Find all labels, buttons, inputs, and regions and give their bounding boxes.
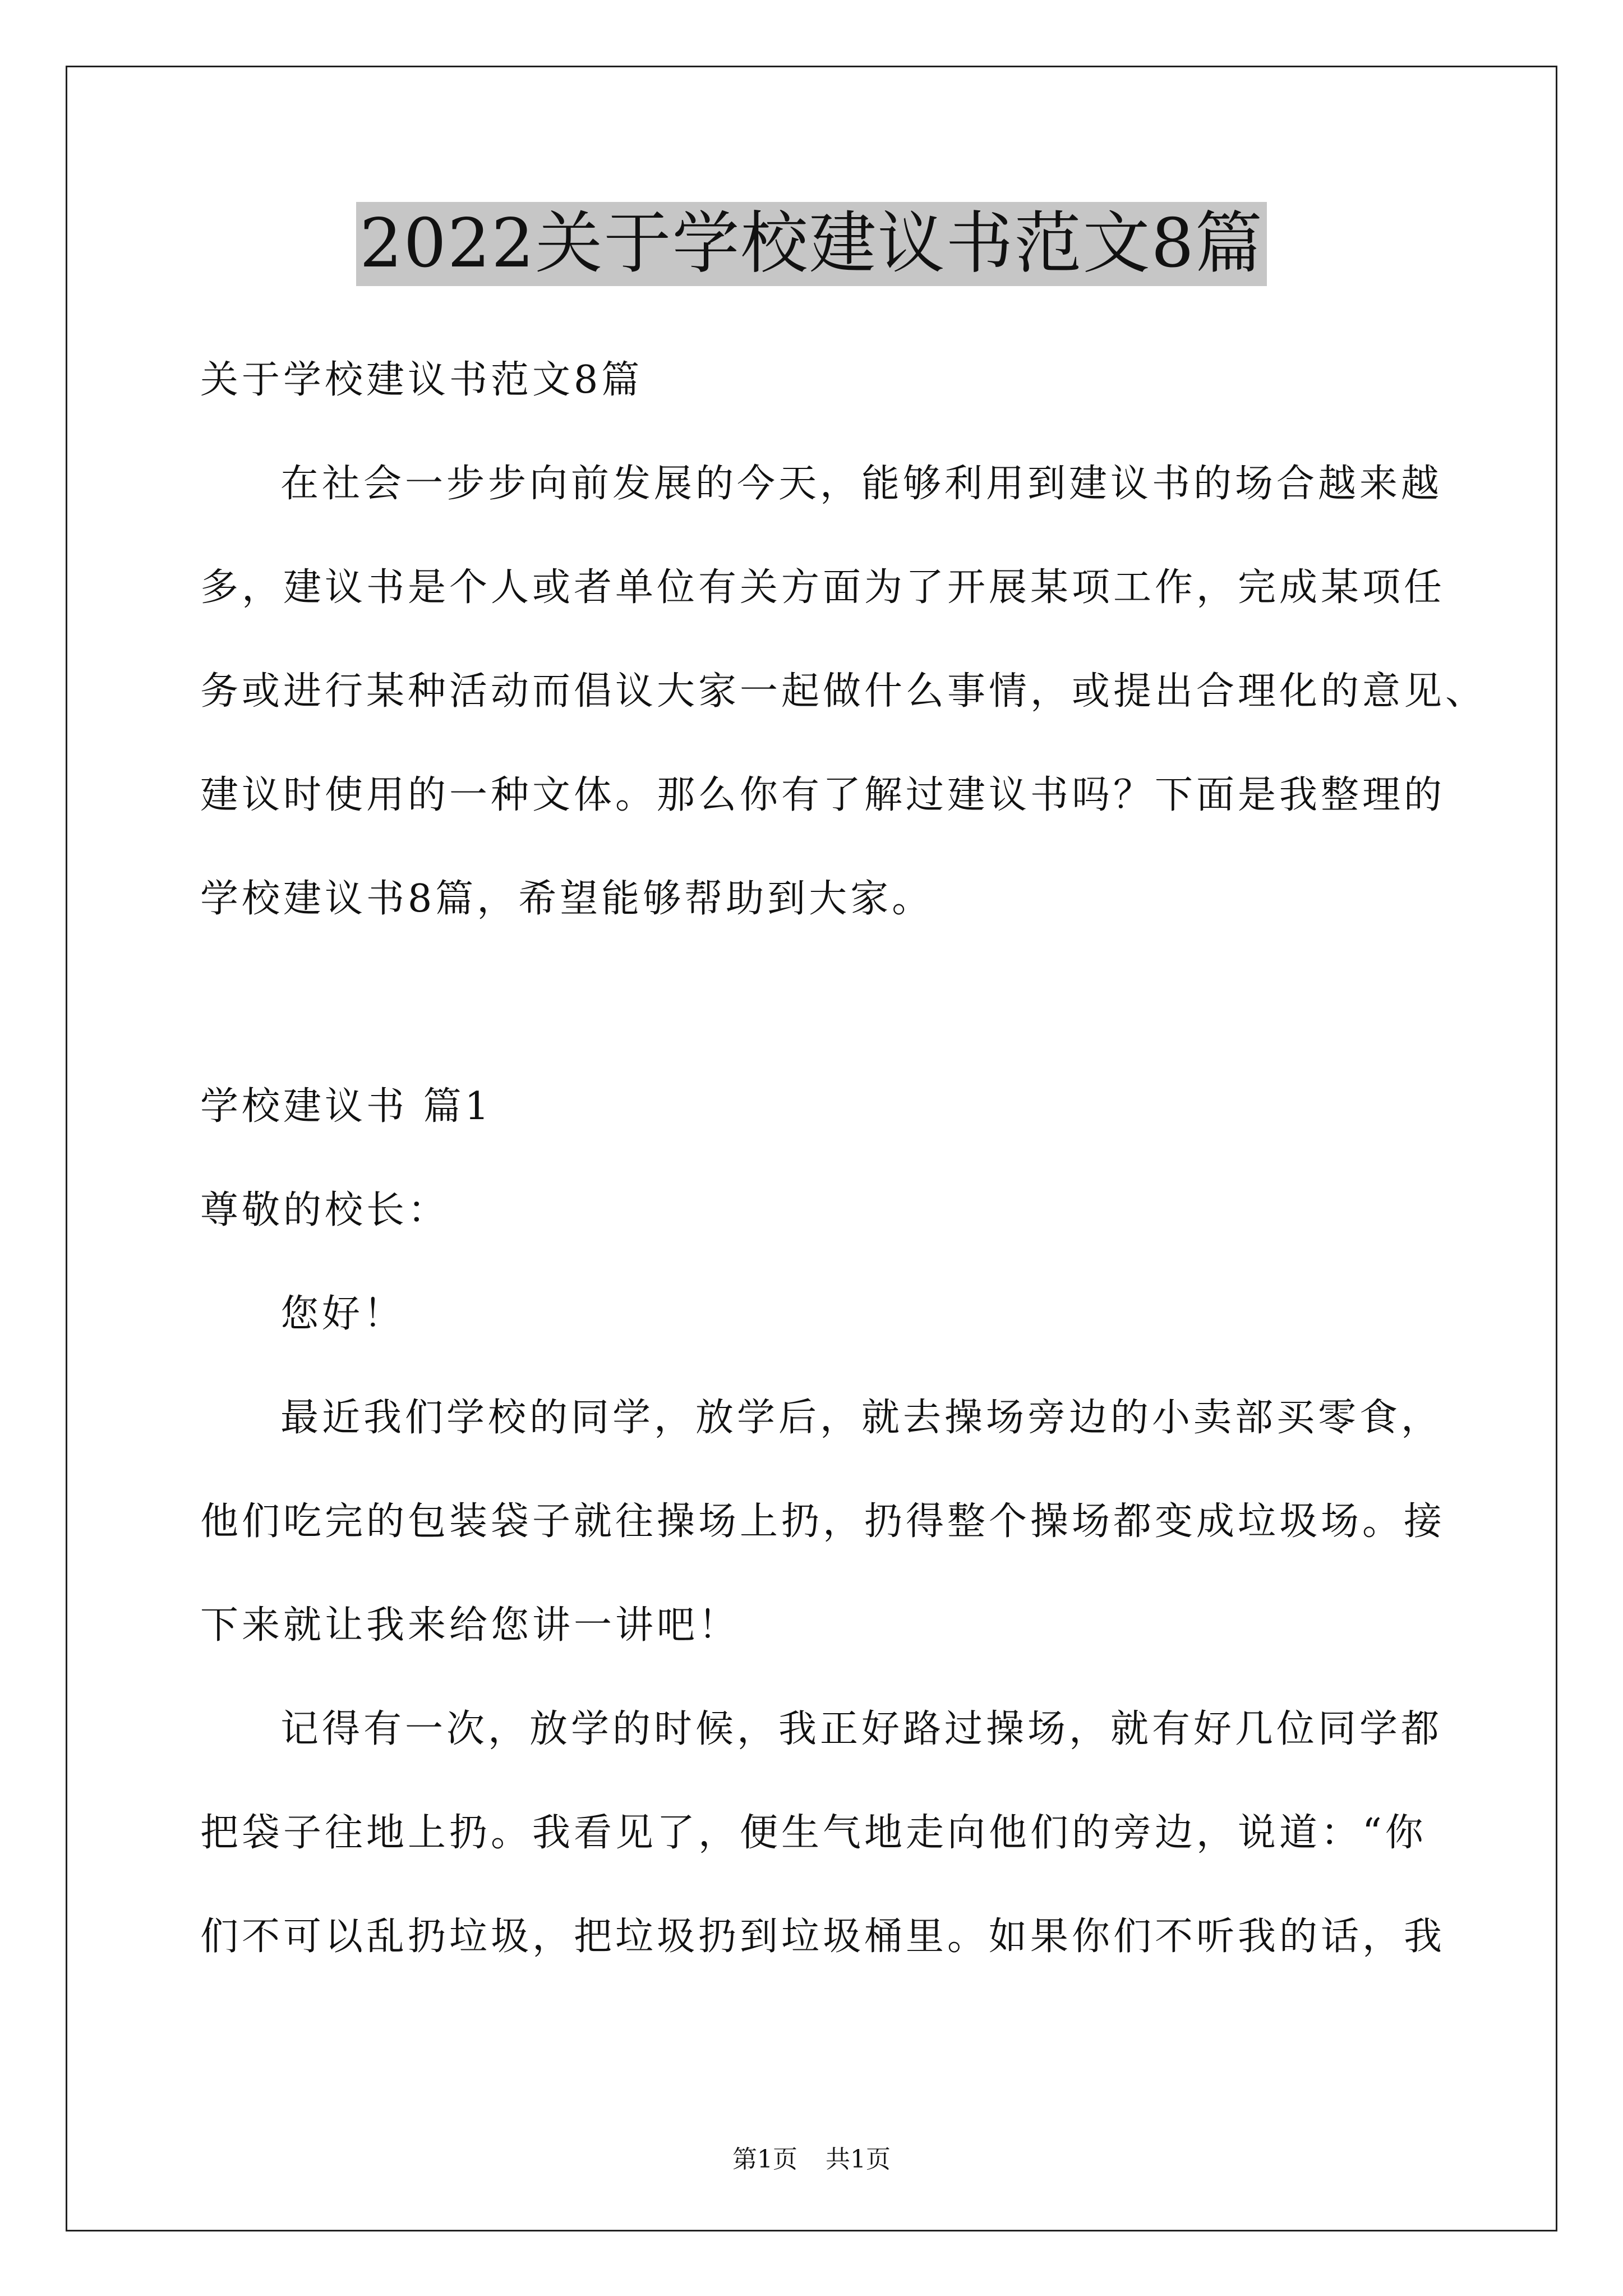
greeting: 您好！ [280,1292,405,1336]
paragraph-line: 下来就让我来给您讲一讲吧！ [200,1603,740,1648]
title-container [0,202,1623,286]
paragraph-line: 把袋子往地上扔。我看见了，便生气地走向他们的旁边，说道：“你 [200,1811,1427,1855]
salutation: 尊敬的校长： [200,1188,450,1232]
intro-line: 学校建议书8篇，希望能够帮助到大家。 [200,877,934,921]
intro-line: 建议时使用的一种文体。那么你有了解过建议书吗？下面是我整理的 [200,773,1446,817]
page-total: 共1页 [826,2145,891,2174]
document-title: 2022关于学校建议书范文8篇 [356,202,1267,286]
paragraph-line: 他们吃完的包装袋子就往操场上扔，扔得整个操场都变成垃圾场。接 [200,1499,1446,1544]
intro-line: 在社会一步步向前发展的今天，能够利用到建议书的场合越来越 [280,462,1443,506]
document-subtitle: 关于学校建议书范文8篇 [200,358,643,402]
page-current: 第1页 [732,2145,797,2174]
paragraph-line: 们不可以乱扔垃圾，把垃圾扔到垃圾桶里。如果你们不听我的话，我 [200,1915,1446,1959]
paragraph-line: 记得有一次，放学的时候，我正好路过操场，就有好几位同学都 [280,1707,1443,1751]
section-heading: 学校建议书 篇1 [200,1084,492,1129]
page-footer [0,2143,1623,2177]
intro-line: 多，建议书是个人或者单位有关方面为了开展某项工作，完成某项任 [200,565,1446,610]
paragraph-line: 最近我们学校的同学，放学后，就去操场旁边的小卖部买零食， [280,1396,1443,1440]
intro-line: 务或进行某种活动而倡议大家一起做什么事情，或提出合理化的意见、 [200,669,1487,714]
